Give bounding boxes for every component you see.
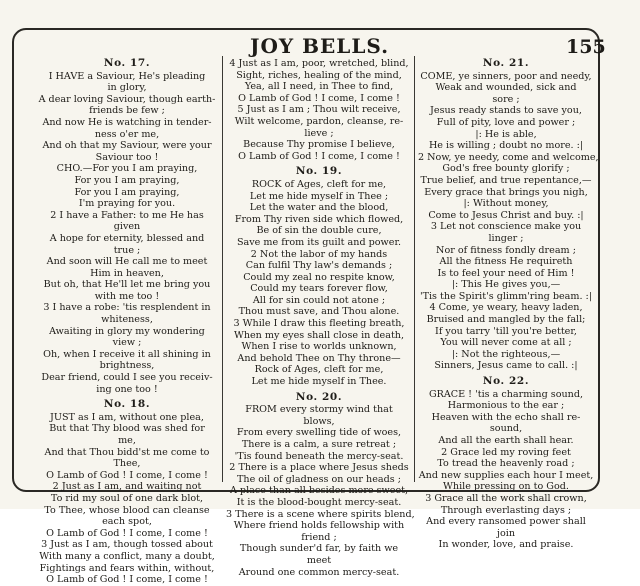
hymn-line: God's free bounty glorify ;: [442, 163, 570, 175]
hymn-line: 2 I have a Father: to me He has: [50, 209, 204, 221]
hymn-line: A dear loving Saviour, though earth-: [38, 93, 216, 105]
hymn-line: whiteness,: [101, 314, 153, 326]
hymn-line: linger ;: [488, 232, 524, 244]
hymn-line: in glory,: [107, 82, 147, 94]
hymn-line: To tread the heavenly road ;: [437, 458, 575, 470]
hymn-line: Though sunder'd far, by faith we: [239, 543, 399, 555]
hymn-line: COME, ye sinners, poor and needy,: [420, 70, 592, 82]
hymn-line: I HAVE a Saviour, He's pleading: [48, 70, 206, 82]
hymn-line: When my eyes shall close in death,: [233, 329, 405, 341]
hymn-line: 4 Come, ye weary, heavy laden,: [429, 302, 583, 314]
hymn-line: And soon will He call me to meet: [46, 256, 208, 268]
hymn-line: A place than all besides more sweet,: [229, 485, 409, 497]
column-left: [34, 58, 220, 586]
hymn-line: Let me hide myself in Thee ;: [249, 190, 389, 202]
hymn-line: O Lamb of God ! I come, I come !: [238, 92, 400, 104]
hymn-line: And that Thou bidd'st me come to: [44, 446, 210, 458]
hymn-line: true ;: [113, 244, 141, 256]
hymn-line: Dear friend, could I see you receiv-: [41, 372, 213, 384]
hymn-line: 3 I have a robe: 'tis resplendent in: [43, 302, 211, 314]
hymn-line: 4 Just as I am, poor, wretched, blind,: [229, 58, 409, 69]
hymn-line: Through everlasting days ;: [440, 504, 572, 516]
hymn-line: 5 Just as I am ; Thou wilt receive,: [237, 104, 401, 116]
hymn-line: 3 Grace all the work shall crown,: [425, 492, 587, 504]
hymn-line: The oil of gladness on our heads ;: [237, 473, 401, 485]
column-divider-left: [222, 56, 223, 482]
column-middle: [226, 58, 415, 578]
hymn-line: 3 Let not conscience make you: [430, 221, 582, 233]
hymn-line: And oh that my Saviour, were your: [42, 140, 212, 152]
hymn-line: Can fulfil Thy law's demands ;: [245, 260, 393, 272]
hymn-number: No. 17.: [103, 57, 151, 69]
hymn-number: No. 18.: [103, 398, 151, 411]
hymn-line: Around one common mercy-seat.: [238, 566, 400, 578]
hymn-line: Awaiting in glory my wondering: [49, 325, 205, 337]
hymn-line: And every ransomed power shall: [426, 516, 586, 528]
hymn-line: Weak and wounded, sick and: [435, 82, 577, 94]
hymn-line: 2 Now, ye needy, come and welcome,: [418, 151, 599, 163]
hymn-line: 3 While I draw this fleeting breath,: [233, 318, 405, 330]
hymn-line: O Lamb of God ! I come, I come !: [238, 150, 400, 162]
hymn-line: O Lamb of God ! I come, I come !: [46, 574, 208, 586]
chorus-line: For you I am praying,: [74, 174, 180, 186]
hymn-line: 2 Not the labor of my hands: [250, 248, 388, 260]
hymn-line: 2 Grace led my roving feet: [441, 446, 571, 458]
hymn-line: each spot,: [102, 516, 152, 528]
hymn-line: Save me from its guilt and power.: [236, 236, 402, 248]
hymn-line: He is willing ; doubt no more. :|: [428, 140, 584, 152]
hymn-line: Oh, when I receive it all shining in: [43, 348, 211, 360]
hymn-line: view ;: [112, 337, 142, 349]
hymn-line: And behold Thee on Thy throne—: [237, 352, 401, 364]
hymn-line: JUST as I am, without one plea,: [50, 411, 204, 423]
hymn-line: Jesus ready stands to save you,: [430, 105, 582, 117]
hymn-line: 3 Just as I am, though tossed about: [41, 539, 213, 551]
hymn-line: Fightings and fears within, without,: [39, 562, 215, 574]
hymn-line: Where friend holds fellowship with: [233, 520, 405, 532]
hymn-line: If you tarry 'till you're better,: [435, 325, 577, 337]
hymn-line: True belief, and true repentance,—: [420, 174, 592, 186]
hymn-line: |: Without money,: [463, 198, 549, 210]
hymn-line: A hope for eternity, blessed and: [49, 232, 205, 244]
hymn-line: Him in heaven,: [90, 267, 164, 279]
hymn-line: with me too !: [94, 290, 160, 302]
hymn-line: ing one too !: [96, 383, 158, 395]
hymn-line: Nor of fitness fondly dream ;: [436, 244, 576, 256]
hymn-line: join: [497, 527, 515, 539]
hymn-line: Let me hide myself in Thee.: [251, 376, 387, 388]
hymn-line: sore ;: [492, 93, 520, 105]
hymn-line: Saviour too !: [95, 151, 159, 163]
hymn-number: No. 19.: [295, 165, 343, 178]
column-right: [418, 57, 599, 551]
hymn-line: GRACE ! 'tis a charming sound,: [428, 388, 584, 400]
hymn-line: Full of pity, love and power ;: [436, 116, 576, 128]
hymn-line: Sinners, Jesus came to call. :|: [434, 360, 578, 372]
hymn-line: ROCK of Ages, cleft for me,: [251, 178, 387, 190]
chorus-line: CHO.—For you I am praying,: [56, 163, 198, 175]
hymn-line: With many a conflict, many a doubt,: [39, 550, 215, 562]
hymn-line: But that Thy blood was shed for: [49, 423, 205, 435]
hymn-line: ness o'er me,: [94, 128, 160, 140]
hymn-line: Is to feel your need of Him !: [437, 267, 575, 279]
hymn-line: From Thy riven side which flowed,: [234, 213, 404, 225]
hymn-line: And now He is watching in tender-: [42, 116, 212, 128]
hymn-line: |: He is able,: [475, 128, 537, 140]
hymn-line: O Lamb of God ! I come, I come !: [46, 469, 208, 481]
hymn-20: [226, 404, 415, 578]
hymn-line: |: Not the righteous,—: [451, 348, 561, 360]
hymn-line: 3 There is a scene where spirits blend,: [226, 508, 415, 520]
hymn-line: Thou must save, and Thou alone.: [238, 306, 400, 318]
hymn-line: Could my tears forever flow,: [250, 283, 388, 295]
hymn-line: Sight, riches, healing of the mind,: [236, 69, 402, 81]
hymn-line: And all the earth shall hear.: [438, 435, 574, 446]
hymn-line: Wilt welcome, pardon, cleanse, re-: [234, 115, 404, 127]
hymn-line: Yea, all I need, in Thee to find,: [244, 81, 394, 93]
hymn-line: brightness,: [99, 360, 155, 372]
hymn-line: Every grace that brings you nigh,: [424, 186, 588, 198]
hymn-line: All the fitness He requireth: [439, 256, 573, 268]
hymn-line: 'Tis the Spirit's glimm'ring beam. :|: [419, 290, 593, 302]
chorus-line: For you I am praying,: [74, 186, 180, 198]
page-number: 155: [566, 36, 606, 58]
hymn-number: No. 21.: [482, 57, 530, 69]
hymn-line: Bruised and mangled by the fall;: [426, 314, 586, 326]
hymn-17: [34, 71, 220, 396]
hymn-line: sound,: [489, 423, 523, 435]
hymn-number: No. 20.: [295, 390, 343, 403]
hymn-line: Could my zeal no respite know,: [243, 271, 395, 283]
hymn-18-continued: [226, 58, 412, 162]
hymn-line: 2 There is a place where Jesus sheds: [229, 462, 409, 474]
page-title: JOY BELLS.: [250, 34, 390, 58]
hymn-line: O Lamb of God ! I come, I come !: [46, 527, 208, 539]
hymn-line: 2 Just as I am, and waiting not: [52, 481, 202, 493]
hymn-line: And new supplies each hour I meet,: [418, 469, 594, 481]
hymn-19: [226, 179, 412, 388]
hymn-line: But oh, that He'll let me bring you: [43, 279, 211, 291]
hymn-line: All for sin could not atone ;: [252, 294, 386, 306]
hymn-21: [418, 70, 599, 372]
hymn-line: friend ;: [301, 531, 337, 543]
hymn-line: 'Tis found beneath the mercy-seat.: [234, 450, 404, 462]
hymn-line: From every swelling tide of woes,: [236, 427, 402, 439]
hymn-line: given: [113, 221, 141, 233]
hymn-number: No. 22.: [482, 375, 530, 388]
hymn-line: lieve ;: [304, 127, 334, 139]
hymn-line: Thee,: [113, 458, 141, 470]
hymn-line: Come to Jesus Christ and buy. :|: [428, 209, 584, 221]
hymn-line: meet: [306, 554, 332, 566]
hymn-18: [34, 412, 220, 586]
hymn-line: friends be few ;: [89, 105, 165, 117]
hymn-line: You will never come at all ;: [440, 337, 572, 349]
hymn-line: blows,: [303, 415, 335, 427]
hymn-line: In wonder, love, and praise.: [438, 539, 574, 551]
hymn-line: Heaven with the echo shall re-: [431, 411, 581, 423]
hymn-line: It is the blood-bought mercy-seat.: [236, 496, 402, 508]
hymn-line: me,: [118, 435, 136, 446]
hymn-line: Rock of Ages, cleft for me,: [254, 364, 384, 376]
hymn-line: While pressing on to God.: [443, 481, 569, 493]
hymn-line: Be of sin the double cure,: [256, 225, 382, 237]
hymn-line: Harmonious to the ear ;: [447, 400, 565, 412]
hymn-22: [418, 389, 594, 551]
hymn-line: There is a calm, a sure retreat ;: [241, 439, 397, 450]
hymn-line: Let the water and the blood,: [249, 202, 389, 214]
chorus-line: I'm praying for you.: [78, 198, 176, 210]
hymn-line: To Thee, whose blood can cleanse: [44, 504, 210, 516]
hymn-line: To rid my soul of one dark blot,: [50, 492, 204, 504]
hymn-line: FROM every stormy wind that: [245, 404, 393, 416]
column-divider-right: [414, 56, 415, 482]
hymn-line: Because Thy promise I believe,: [243, 139, 395, 151]
hymn-line: When I rise to worlds unknown,: [241, 341, 397, 353]
hymn-line: |: This He gives you,—: [451, 279, 561, 291]
